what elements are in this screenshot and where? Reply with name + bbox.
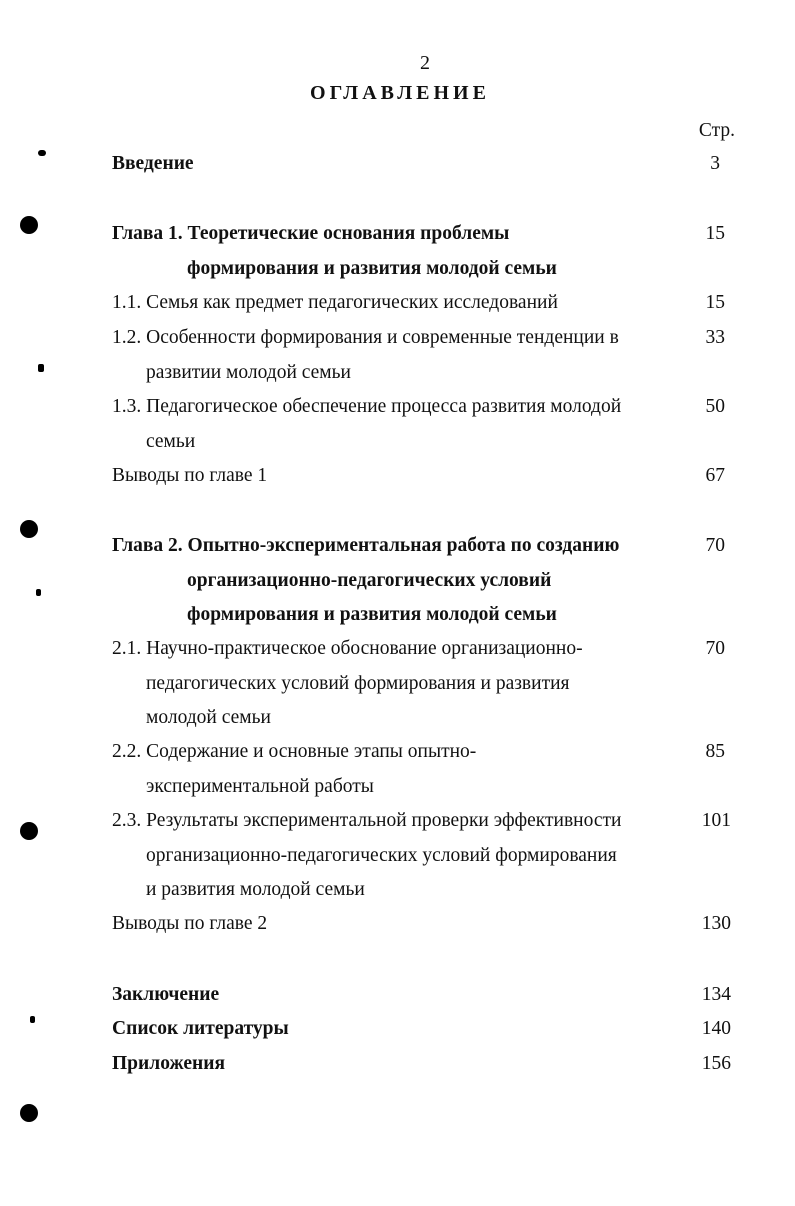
toc-section-1-1-page: 15 bbox=[705, 292, 725, 313]
toc-section-2-1-page: 70 bbox=[705, 638, 725, 659]
toc-summary-1-page: 67 bbox=[705, 465, 725, 486]
toc-section-2-3: и развития молодой семьи bbox=[146, 879, 365, 900]
punch-hole bbox=[20, 520, 38, 538]
page-title: ОГЛАВЛЕНИЕ bbox=[310, 82, 490, 104]
toc-chapter-2-page: 70 bbox=[705, 535, 725, 556]
toc-chapter-1-title: Глава 1. Теоретические основания проблемы bbox=[112, 223, 510, 244]
toc-entry-references: Список литературы bbox=[112, 1018, 289, 1039]
punch-hole bbox=[20, 216, 38, 234]
punch-hole bbox=[20, 822, 38, 840]
toc-chapter-2-title: Глава 2. Опытно-экспериментальная работа по созданию bbox=[112, 535, 620, 556]
toc-section-1-3: семьи bbox=[146, 431, 196, 452]
page-column-header: Стр. bbox=[698, 120, 735, 141]
toc-chapter-2-title: формирования и развития молодой семьи bbox=[187, 604, 557, 625]
punch-hole bbox=[20, 1104, 38, 1122]
toc-appendices-page: 156 bbox=[701, 1053, 731, 1074]
toc-section-1-2: 1.2. Особенности формирования и современные тенденции в bbox=[112, 327, 619, 348]
toc-chapter-1-title: формирования и развития молодой семьи bbox=[187, 258, 557, 279]
toc-entry-appendices: Приложения bbox=[112, 1053, 226, 1074]
toc-entry-conclusion: Заключение bbox=[112, 984, 220, 1005]
scan-speck bbox=[38, 364, 44, 372]
toc-entry-intro: Введение bbox=[112, 153, 194, 174]
toc-section-2-3: 2.3. Результаты экспериментальной проверки эффективности bbox=[112, 810, 622, 831]
page-number: 2 bbox=[420, 52, 430, 74]
toc-section-2-1: 2.1. Научно-практическое обоснование организационно- bbox=[112, 638, 583, 659]
toc-chapter-1-page: 15 bbox=[705, 223, 725, 244]
scan-speck bbox=[36, 589, 41, 596]
toc-section-1-3: 1.3. Педагогическое обеспечение процесса развития молодой bbox=[112, 396, 622, 417]
toc-conclusion-page: 134 bbox=[701, 984, 731, 1005]
toc-section-2-3: организационно-педагогических условий формирования bbox=[146, 845, 617, 866]
scan-speck bbox=[30, 1016, 35, 1023]
toc-section-2-2: 2.2. Содержание и основные этапы опытно- bbox=[112, 741, 477, 762]
toc-section-2-1: педагогических условий формирования и развития bbox=[146, 673, 570, 694]
toc-section-1-3-page: 50 bbox=[705, 396, 725, 417]
toc-section-2-3-page: 101 bbox=[701, 810, 731, 831]
toc-section-2-2: экспериментальной работы bbox=[146, 776, 374, 797]
toc-page-intro: 3 bbox=[710, 153, 720, 174]
scan-speck bbox=[38, 150, 46, 156]
toc-section-1-1: 1.1. Семья как предмет педагогических исследований bbox=[112, 292, 558, 313]
toc-summary-2: Выводы по главе 2 bbox=[112, 913, 268, 934]
toc-section-1-2: развитии молодой семьи bbox=[146, 362, 351, 383]
toc-section-2-2-page: 85 bbox=[705, 741, 725, 762]
toc-chapter-2-title: организационно-педагогических условий bbox=[187, 570, 552, 591]
toc-references-page: 140 bbox=[701, 1018, 731, 1039]
toc-summary-2-page: 130 bbox=[701, 913, 731, 934]
toc-summary-1: Выводы по главе 1 bbox=[112, 465, 268, 486]
toc-section-2-1: молодой семьи bbox=[146, 707, 271, 728]
toc-section-1-2-page: 33 bbox=[705, 327, 725, 348]
